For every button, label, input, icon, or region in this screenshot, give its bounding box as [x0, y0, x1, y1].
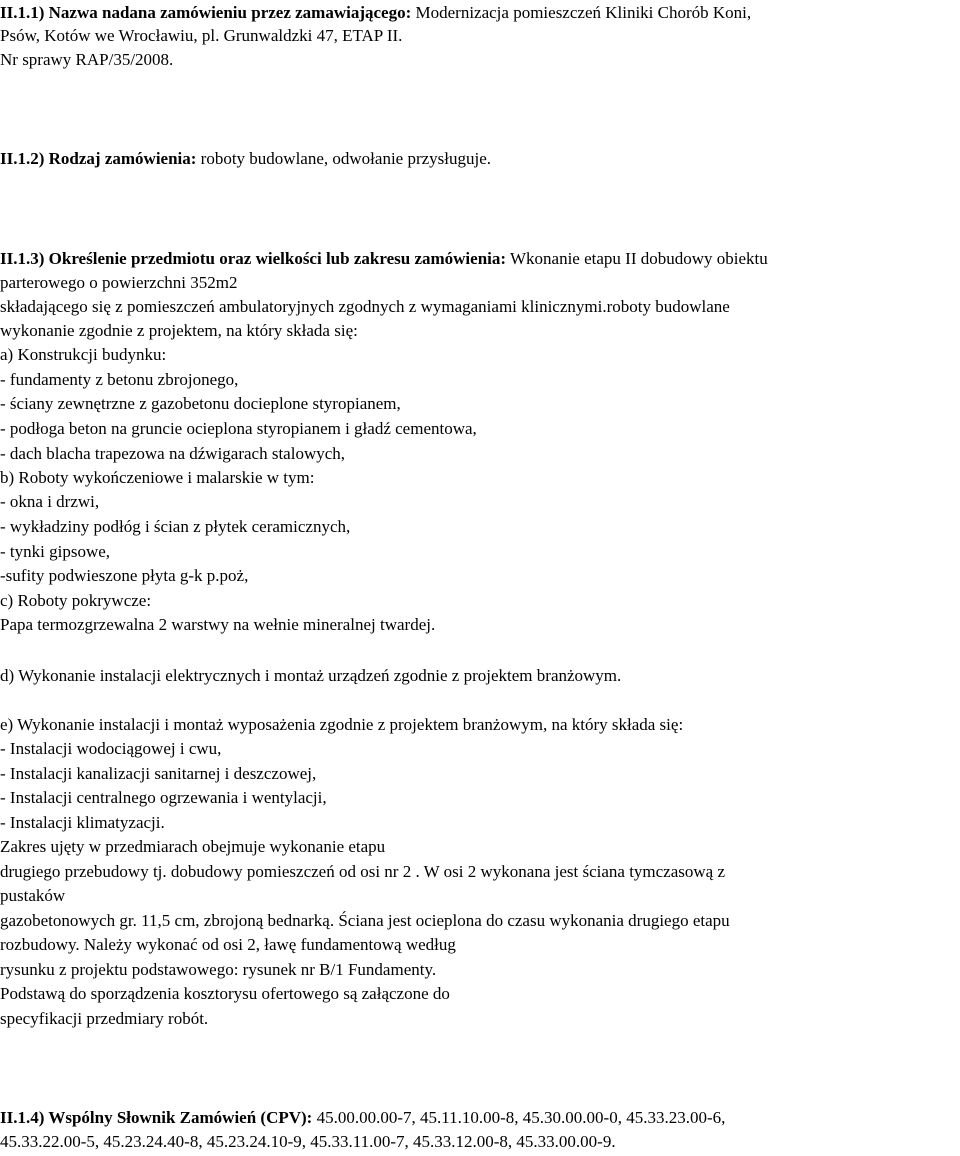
- section-1-2-line: [0, 148, 491, 170]
- section-1-3-line: specyfikacji przedmiary robót.: [0, 1009, 209, 1028]
- section-1-1-case-number: Nr sprawy RAP/35/2008.: [0, 50, 174, 69]
- section-1-3-line: - tynki gipsowe,: [0, 542, 111, 561]
- section-1-1-heading: II.1.1) Nazwa nadana zamówieniu przez zamawiającego:: [0, 3, 412, 22]
- section-1-3-line: - Instalacji kanalizacji sanitarnej i deszczowej,: [0, 764, 317, 783]
- section-1-2-text: roboty budowlane, odwołanie przysługuje.: [196, 149, 492, 168]
- section-1-3-line: a) Konstrukcji budynku:: [0, 345, 167, 364]
- section-1-4-line-1: [0, 1107, 725, 1129]
- section-1-3-line: - fundamenty z betonu zbrojonego,: [0, 370, 239, 389]
- section-1-3-line: - Instalacji klimatyzacji.: [0, 813, 165, 832]
- section-1-3-line: - Instalacji centralnego ogrzewania i wentylacji,: [0, 788, 327, 807]
- section-1-4-text: 45.00.00.00-7, 45.11.10.00-8, 45.30.00.00-0, 45.33.23.00-6,: [312, 1108, 726, 1127]
- section-1-3-line: d) Wykonanie instalacji elektrycznych i montaż urządzeń zgodnie z projektem branżowym.: [0, 666, 622, 685]
- section-1-3-line: - Instalacji wodociągowej i cwu,: [0, 739, 222, 758]
- section-1-3-line: - okna i drzwi,: [0, 492, 100, 511]
- section-1-3-line: - ściany zewnętrzne z gazobetonu docieplone styropianem,: [0, 394, 401, 413]
- section-1-3-line: -sufity podwieszone płyta g-k p.poż,: [0, 566, 249, 585]
- section-1-1-text: Modernizacja pomieszczeń Kliniki Chorób Koni,: [411, 3, 752, 22]
- section-1-4-heading: II.1.4) Wspólny Słownik Zamówień (CPV):: [0, 1108, 313, 1127]
- section-1-3-line: Zakres ujęty w przedmiarach obejmuje wykonanie etapu: [0, 837, 386, 856]
- section-1-3-line: składającego się z pomieszczeń ambulatoryjnych zgodnych z wymaganiami klinicznymi.roboty budowlane: [0, 297, 730, 316]
- section-1-3-line: Papa termozgrzewalna 2 warstwy na wełnie mineralnej twardej.: [0, 615, 436, 634]
- section-1-3-line: b) Roboty wykończeniowe i malarskie w tym:: [0, 468, 315, 487]
- section-1-2-heading: II.1.2) Rodzaj zamówienia:: [0, 149, 197, 168]
- section-1-3-heading: II.1.3) Określenie przedmiotu oraz wielkości lub zakresu zamówienia:: [0, 249, 507, 268]
- section-1-3-line: e) Wykonanie instalacji i montaż wyposażenia zgodnie z projektem branżowym, na który składa się:: [0, 715, 684, 734]
- section-1-3-line-1: [0, 248, 768, 270]
- section-1-3-line: - wykładziny podłóg i ścian z płytek ceramicznych,: [0, 517, 351, 536]
- section-1-3-line: - dach blacha trapezowa na dźwigarach stalowych,: [0, 444, 346, 463]
- section-1-3-line: Podstawą do sporządzenia kosztorysu ofertowego są załączone do: [0, 984, 450, 1003]
- section-1-3-line: c) Roboty pokrywcze:: [0, 591, 152, 610]
- section-1-3-line: wykonanie zgodnie z projektem, na który składa się:: [0, 321, 358, 340]
- section-1-3-line: drugiego przebudowy tj. dobudowy pomieszczeń od osi nr 2 . W osi 2 wykonana jest ściana tymczasową z: [0, 862, 726, 881]
- section-1-1-line-1: [0, 2, 751, 24]
- section-1-3-line: parterowego o powierzchni 352m2: [0, 273, 238, 292]
- section-1-3-line: pustaków: [0, 886, 66, 905]
- section-1-3-line: rozbudowy. Należy wykonać od osi 2, ławę fundamentową według: [0, 935, 456, 954]
- section-1-4-line-2: 45.33.22.00-5, 45.23.24.40-8, 45.23.24.10-9, 45.33.11.00-7, 45.33.12.00-8, 45.33.00.00-9.: [0, 1132, 616, 1151]
- section-1-3-text: Wkonanie etapu II dobudowy obiektu: [506, 249, 768, 268]
- section-1-1-line-2: Psów, Kotów we Wrocławiu, pl. Grunwaldzki 47, ETAP II.: [0, 26, 403, 45]
- section-1-3-line: rysunku z projektu podstawowego: rysunek nr B/1 Fundamenty.: [0, 960, 437, 979]
- section-1-3-line: - podłoga beton na gruncie ocieplona styropianem i gładź cementowa,: [0, 419, 477, 438]
- section-1-3-line: gazobetonowych gr. 11,5 cm, zbrojoną bednarką. Ściana jest ocieplona do czasu wykonania drugiego etapu: [0, 911, 730, 930]
